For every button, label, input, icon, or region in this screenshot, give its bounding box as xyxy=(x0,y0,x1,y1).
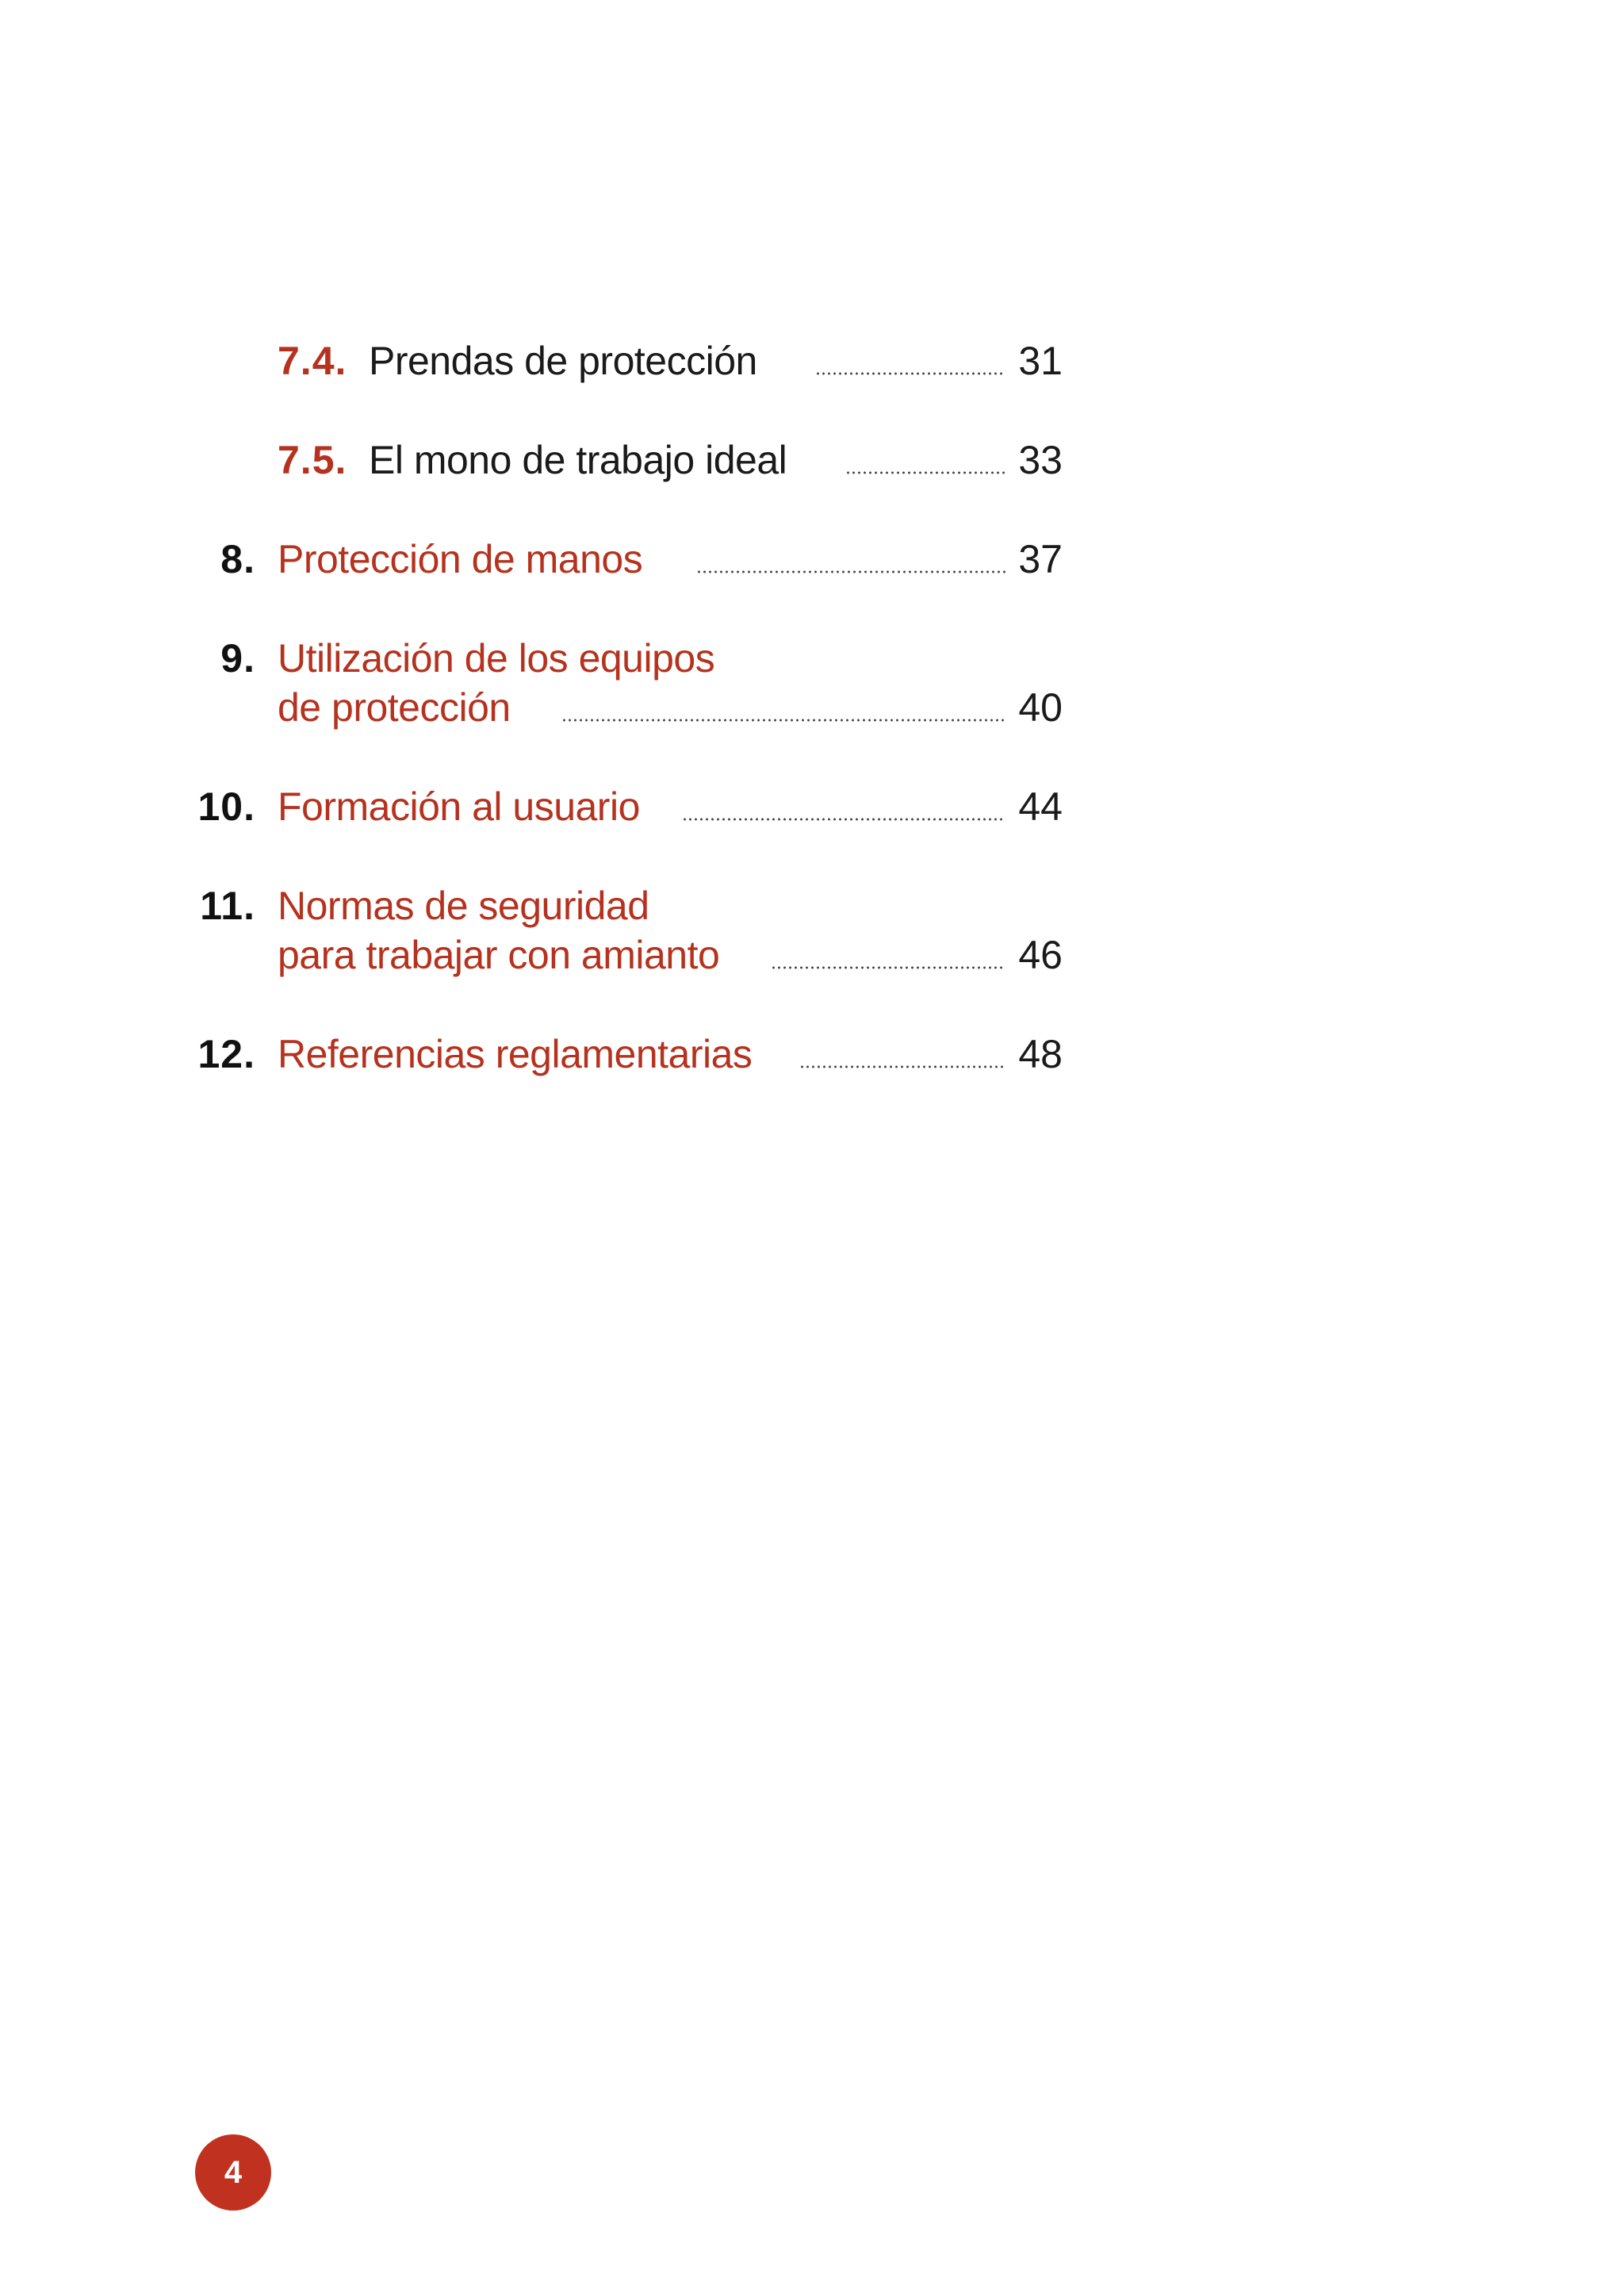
toc-entry-title: Prendas de protección xyxy=(369,339,757,383)
toc-leader-dots xyxy=(815,372,1005,375)
toc-entry-title: Referencias reglamentarias xyxy=(278,1032,753,1076)
toc-leader-dots xyxy=(561,719,1005,722)
toc-entry-page: 46 xyxy=(1018,933,1063,977)
toc-entry-number: 11. xyxy=(200,884,255,928)
toc-leader-dots xyxy=(696,570,1005,573)
toc-entry-page: 33 xyxy=(1018,438,1063,482)
toc-entry-page: 48 xyxy=(1018,1032,1063,1076)
toc-leader-dots xyxy=(682,818,1005,821)
toc-entry-title: Formación al usuario xyxy=(278,784,640,829)
toc-entry-page: 37 xyxy=(1018,537,1063,581)
toc-entry-title: Protección de manos xyxy=(278,537,643,581)
toc-leader-dots xyxy=(799,1065,1005,1068)
toc-entry-number: 7.5. xyxy=(278,438,347,482)
toc-entry-title-line-1: Utilización de los equipos xyxy=(278,636,715,681)
toc-entry-title-line-2: para trabajar con amianto xyxy=(278,933,720,977)
toc-entry-number: 12. xyxy=(197,1032,255,1076)
toc-entry-page: 40 xyxy=(1018,685,1063,730)
toc-entry-page: 44 xyxy=(1018,784,1063,829)
page-number-badge: 4 xyxy=(195,2134,271,2211)
toc-entry-title-line-2: de protección xyxy=(278,685,511,730)
toc-entry-number: 10. xyxy=(197,784,255,829)
toc-entry-number: 8. xyxy=(220,537,255,581)
toc-entry-title: El mono de trabajo ideal xyxy=(369,438,787,482)
toc-entry-number: 7.4. xyxy=(278,339,347,383)
toc-leader-dots xyxy=(845,471,1005,474)
toc-entry-title-line-1: Normas de seguridad xyxy=(278,884,649,928)
toc-entry-number: 9. xyxy=(220,636,255,681)
toc-leader-dots xyxy=(771,966,1005,969)
toc-entry-page: 31 xyxy=(1018,339,1063,383)
